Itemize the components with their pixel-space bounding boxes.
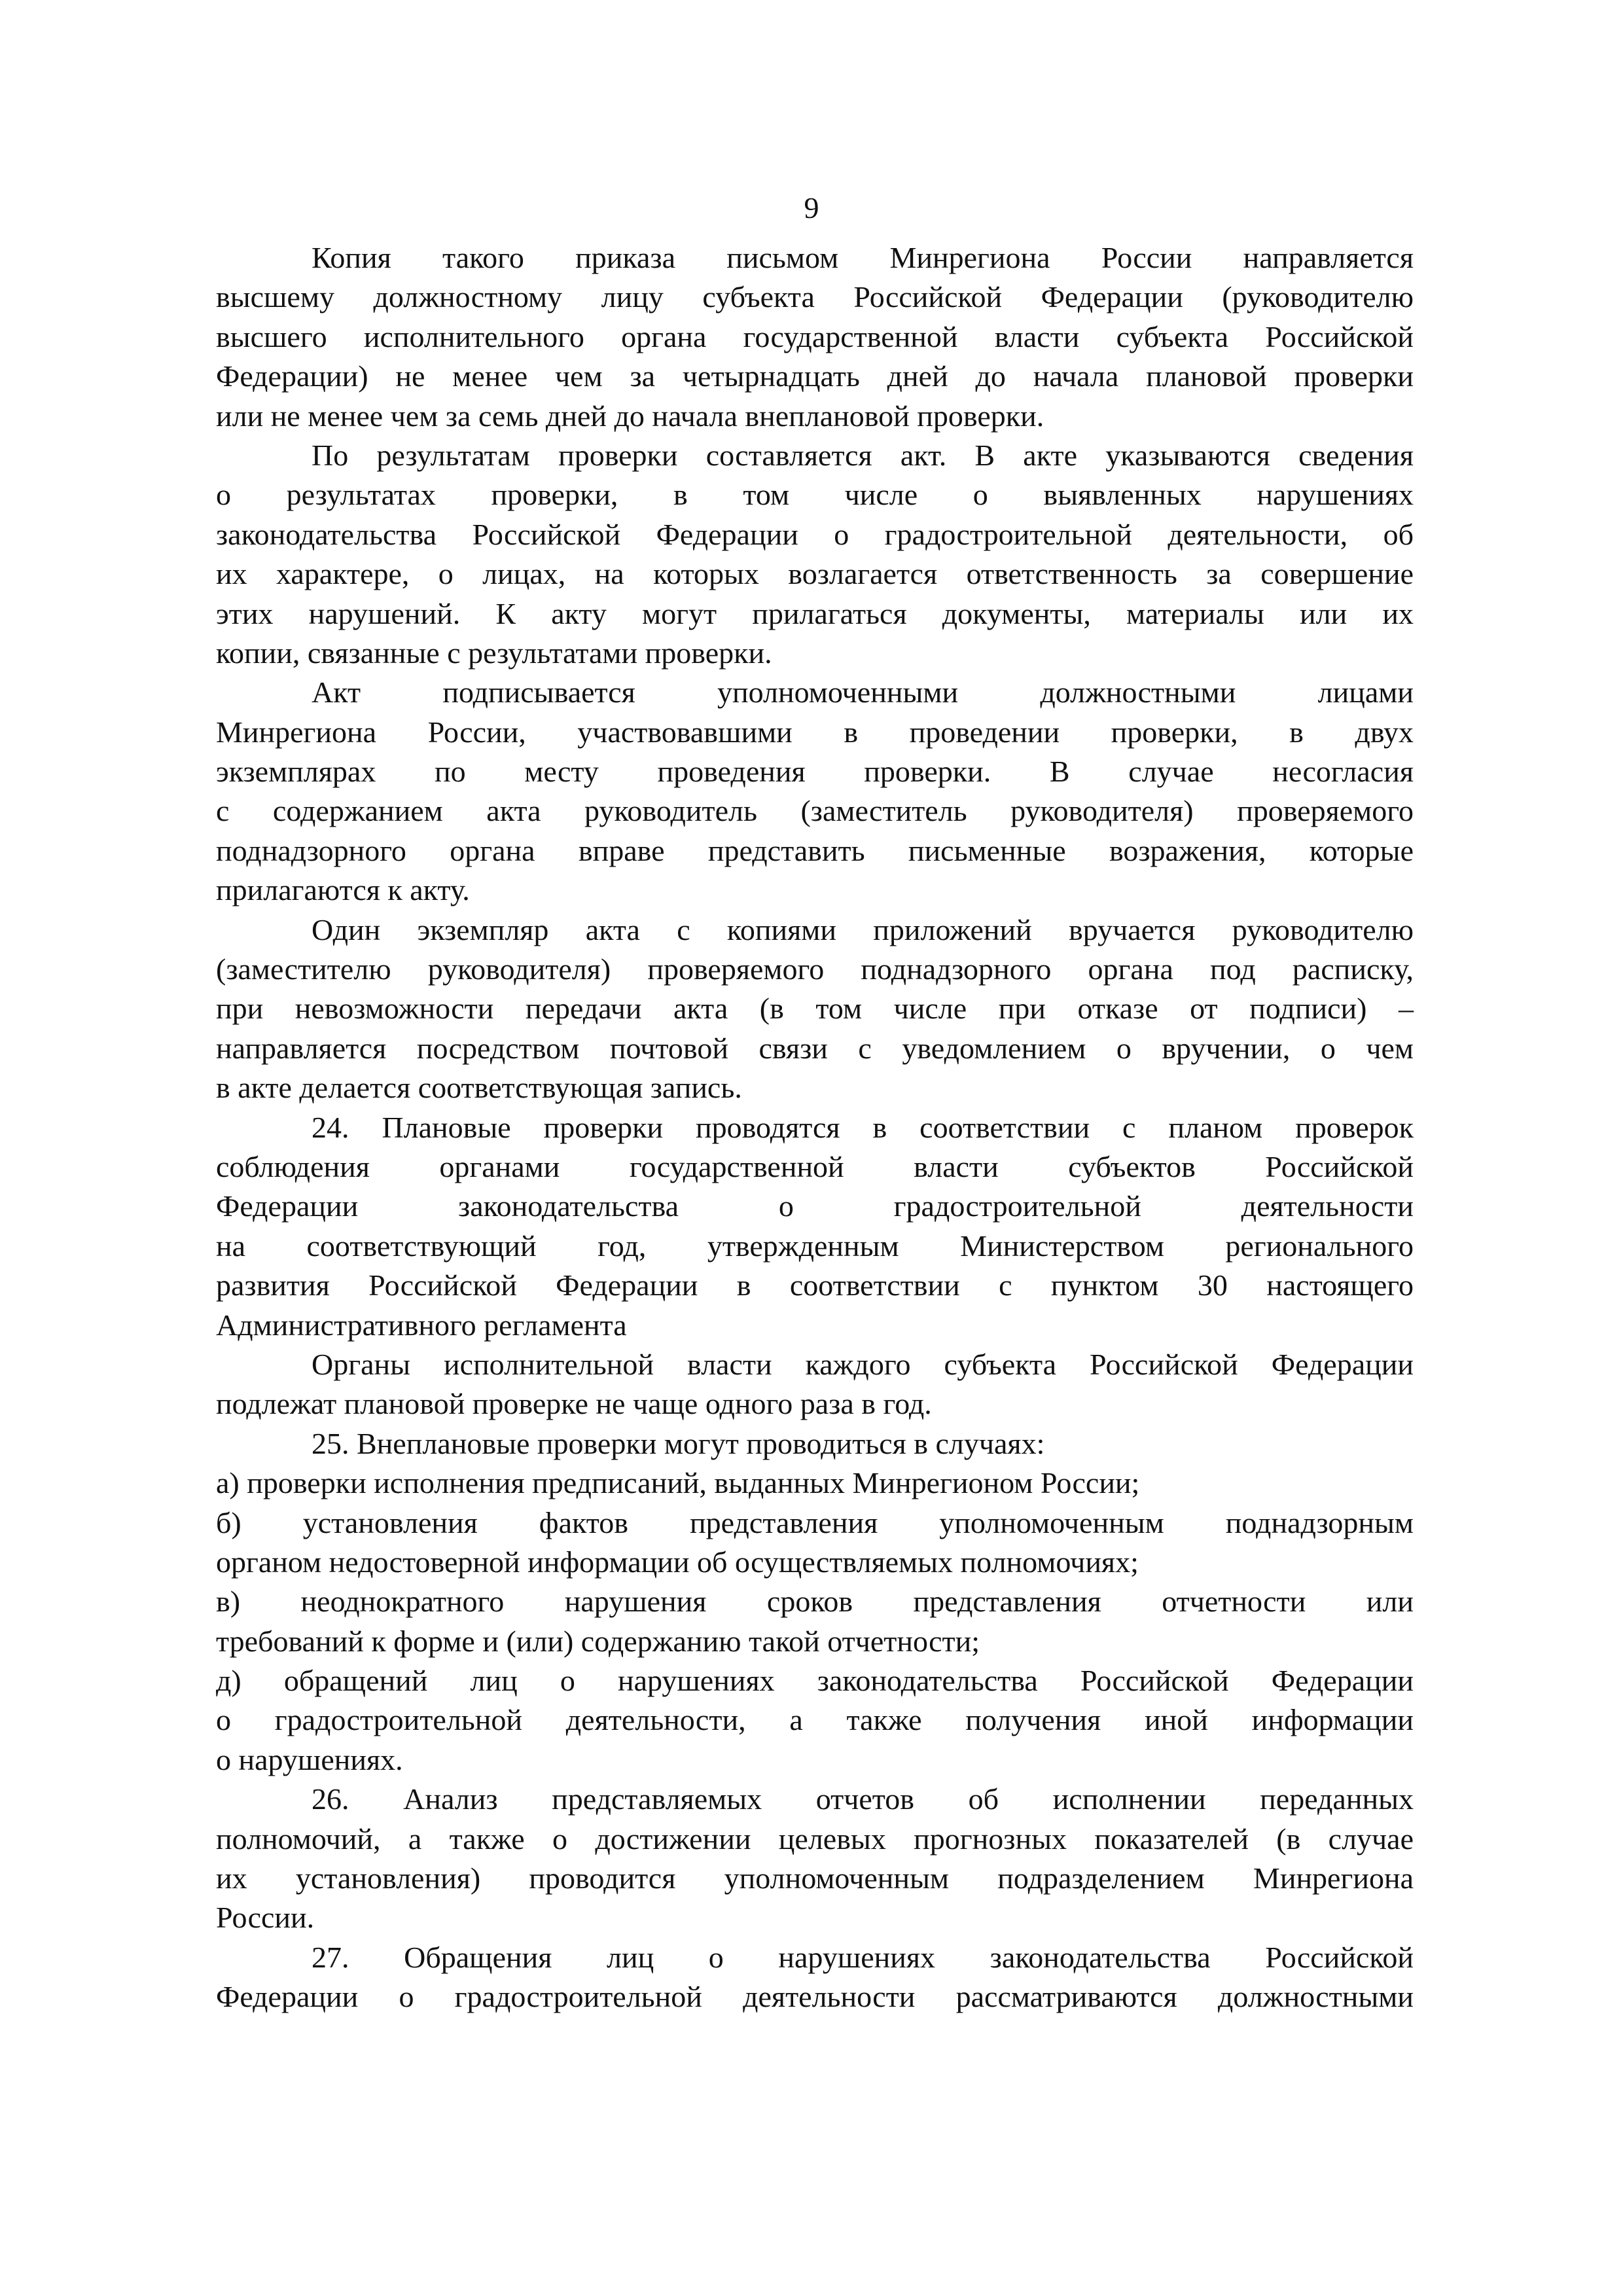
text-line: направляется посредством почтовой связи с уведомлением о вручении, о чем [216, 1031, 1414, 1065]
text-line: в) неоднократного нарушения сроков представления отчетности или [216, 1585, 1414, 1619]
text-line: По результатам проверки составляется акт. В акте указываются сведения [312, 438, 1414, 472]
page-number: 9 [804, 191, 819, 224]
text-line: Органы исполнительной власти каждого субъекта Российской Федерации [312, 1347, 1414, 1381]
text-line: Федерации законодательства о градостроительной деятельности [216, 1189, 1414, 1223]
text-line: (заместителю руководителя) проверяемого поднадзорного органа под расписку, [216, 952, 1414, 986]
text-line: их установления) проводится уполномоченным подразделением Минрегиона [216, 1861, 1414, 1895]
text-line: 27. Обращения лиц о нарушениях законодательства Российской [312, 1940, 1414, 1974]
text-line: высшему должностному лицу субъекта Российской Федерации (руководителю [216, 280, 1414, 314]
text-line: б) установления фактов представления уполномоченным поднадзорным [216, 1505, 1414, 1539]
text-line: экземплярах по месту проведения проверки. В случае несогласия [216, 755, 1414, 789]
text-line: копии, связанные с результатами проверки. [216, 636, 772, 670]
text-line: с содержанием акта руководитель (заместитель руководителя) проверяемого [216, 794, 1414, 828]
text-line: Административного регламента [216, 1308, 627, 1342]
text-line: в акте делается соответствующая запись. [216, 1071, 742, 1105]
text-line: Федерации) не менее чем за четырнадцать дней до начала плановой проверки [216, 359, 1414, 393]
text-line: на соответствующий год, утвержденным Министерством регионального [216, 1229, 1414, 1263]
text-line: органом недостоверной информации об осуществляемых полномочиях; [216, 1545, 1139, 1579]
document-body [216, 238, 1414, 2017]
text-line: или не менее чем за семь дней до начала внеплановой проверки. [216, 399, 1044, 433]
text-line: 24. Плановые проверки проводятся в соответствии с планом проверок [312, 1110, 1414, 1144]
text-line: о нарушениях. [216, 1742, 403, 1776]
text-line: поднадзорного органа вправе представить письменные возражения, которые [216, 833, 1414, 867]
text-line: требований к форме и (или) содержанию такой отчетности; [216, 1624, 980, 1658]
text-line: прилагаются к акту. [216, 873, 470, 907]
text-line: д) обращений лиц о нарушениях законодательства Российской Федерации [216, 1664, 1414, 1698]
text-line: Федерации о градостроительной деятельности рассматриваются должностными [216, 1980, 1414, 2014]
text-line: о результатах проверки, в том числе о выявленных нарушениях [216, 478, 1414, 512]
text-line: России. [216, 1901, 315, 1935]
text-line: о градостроительной деятельности, а также получения иной информации [216, 1703, 1414, 1737]
text-line: 25. Внеплановые проверки могут проводиться в случаях: [312, 1426, 1045, 1460]
text-line: этих нарушений. К акту могут прилагаться документы, материалы или их [216, 596, 1414, 630]
text-line: соблюдения органами государственной власти субъектов Российской [216, 1149, 1414, 1183]
text-line: законодательства Российской Федерации о градостроительной деятельности, об [216, 517, 1414, 551]
text-line: Минрегиона России, участвовавшими в проведении проверки, в двух [216, 715, 1414, 749]
text-line: их характере, о лицах, на которых возлагается ответственность за совершение [216, 557, 1414, 591]
text-line: подлежат плановой проверке не чаще одного раза в год. [216, 1387, 932, 1421]
text-line: развития Российской Федерации в соответствии с пунктом 30 настоящего [216, 1268, 1414, 1302]
text-line: Один экземпляр акта с копиями приложений вручается руководителю [312, 912, 1414, 946]
text-line: а) проверки исполнения предписаний, выданных Минрегионом России; [216, 1466, 1140, 1500]
text-line: Копия такого приказа письмом Минрегиона России направляется [312, 241, 1414, 274]
text-line: Акт подписывается уполномоченными должностными лицами [312, 675, 1414, 709]
text-line: высшего исполнительного органа государственной власти субъекта Российской [216, 319, 1414, 353]
text-line: 26. Анализ представляемых отчетов об исполнении переданных [312, 1782, 1414, 1816]
text-line: полномочий, а также о достижении целевых прогнозных показателей (в случае [216, 1821, 1414, 1856]
text-line: при невозможности передачи акта (в том числе при отказе от подписи) – [216, 992, 1414, 1026]
